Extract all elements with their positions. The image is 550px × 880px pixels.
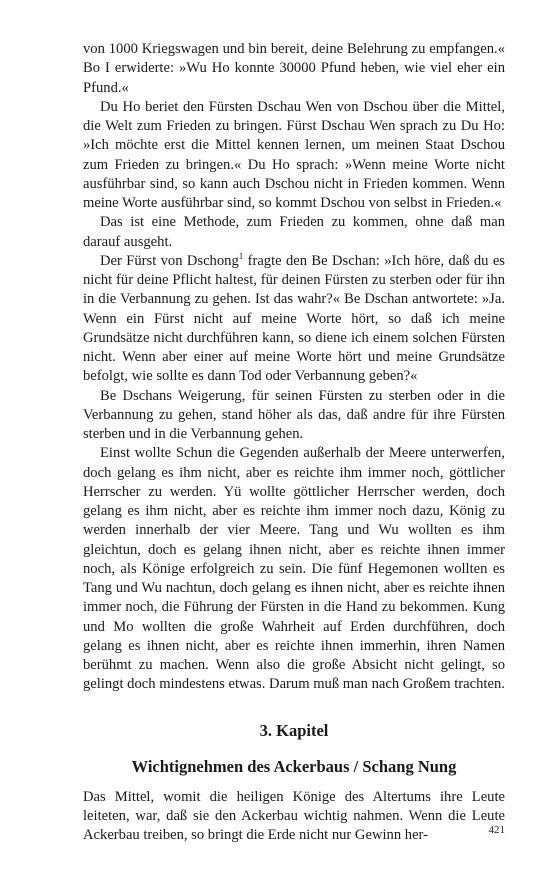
chapter-number: 3. Kapitel (259, 720, 329, 740)
paragraph-method-note: Das ist eine Methode, zum Frieden zu kommen, ohne daß man darauf ausgeht. (83, 214, 505, 250)
page-number: 421 (488, 824, 505, 836)
paragraph-du-ho: Du Ho beriet den Fürsten Dschau Wen von Dschou über die Mittel, die Welt zum Frieden zu bringen. Fürst Dschau Wen sprach zu Du Ho: »Ich möchte erst die Mittel kennen lernen, um meinen Staat Dschou zum Frieden zu bringen.« Du Ho sprach: »Wenn meine Worte nicht ausführbar sind, so kann auch Dschou nicht in Frieden kommen. Wenn meine Worte ausführbar sind, so kommt Dschou von selbst in Frieden.« (83, 98, 505, 211)
paragraph-dschong (83, 252, 505, 387)
book-page (83, 40, 505, 845)
chapter-title: Wichtignehmen des Ackerbaus / Schang Nung (131, 756, 457, 776)
paragraph-dschong-body: fragte den Be Dschan: »Ich höre, daß du es nicht für deine Pflicht haltest, für deinen Fürsten zu sterben oder für ihn in die Verbannung zu gehen. Ist das wahr?« Be Dschan antwortete: »Ja. Wenn ein Fürst nicht auf meine Worte hört, so daß ich meine Grundsätze nicht durchführen kann, so diene ich einem solchen Fürsten nicht. Wenn aber einer auf meine Worte hört und meine Grundsätze befolgt, wie sollte es dann Tod oder Verbannung geben?« (83, 252, 505, 385)
paragraph-dschong-lead: Der Fürst von Dschong (100, 252, 239, 269)
paragraph-schun: Einst wollte Schun die Gegenden außerhalb der Meere unterwerfen, doch gelang es ihm nicht, aber es reichte ihm immer noch, göttlicher Herrscher zu werden. Yü wollte göttlicher Herrscher werden, doch gelang es ihm nicht, aber es reichte ihm immer noch dazu, König zu werden innerhalb der vier Meere. Tang und Wu wollten es ihm gleichtun, doch es gelang ihnen nicht, aber es reichte ihnen immer noch, als Könige erfolgreich zu sein. Die fünf Hegemonen wollten es Tang und Wu nachtun, doch gelang es ihnen nicht, aber es reichte ihnen immer noch, die Führung der Fürsten in die Hand zu bekommen. Kung und Mo wollten die große Wahrheit auf Erden durchführen, doch gelang es ihnen nicht, aber es reichte ihnen immerhin, ihren Namen berühmt zu machen. Wenn also die große Absicht nicht gelingt, so gelingt doch mindestens etwas. Darum muß man nach Großem trachten. (83, 445, 505, 693)
footnote-marker[interactable]: 1 (238, 250, 244, 261)
paragraph-be-dschan: Be Dschans Weigerung, für seinen Fürsten zu sterben oder in die Verbannung zu gehen, stand höher als das, daß andre für ihre Fürsten sterben und in die Verbannung gehen. (83, 387, 505, 442)
paragraph-chapter-opening: Das Mittel, womit die heiligen Könige des Altertums ihre Leute leiteten, war, daß sie den Ackerbau wichtig nahmen. Wenn die Leute Ackerbau treiben, so bringt die Erde nicht nur Gewinn her- (83, 788, 505, 843)
paragraph-continued: von 1000 Kriegswagen und bin bereit, deine Belehrung zu empfangen.« Bo I erwiderte: »Wu Ho konnte 30000 Pfund heben, wie viel eher ein Pfund.« (83, 41, 505, 96)
